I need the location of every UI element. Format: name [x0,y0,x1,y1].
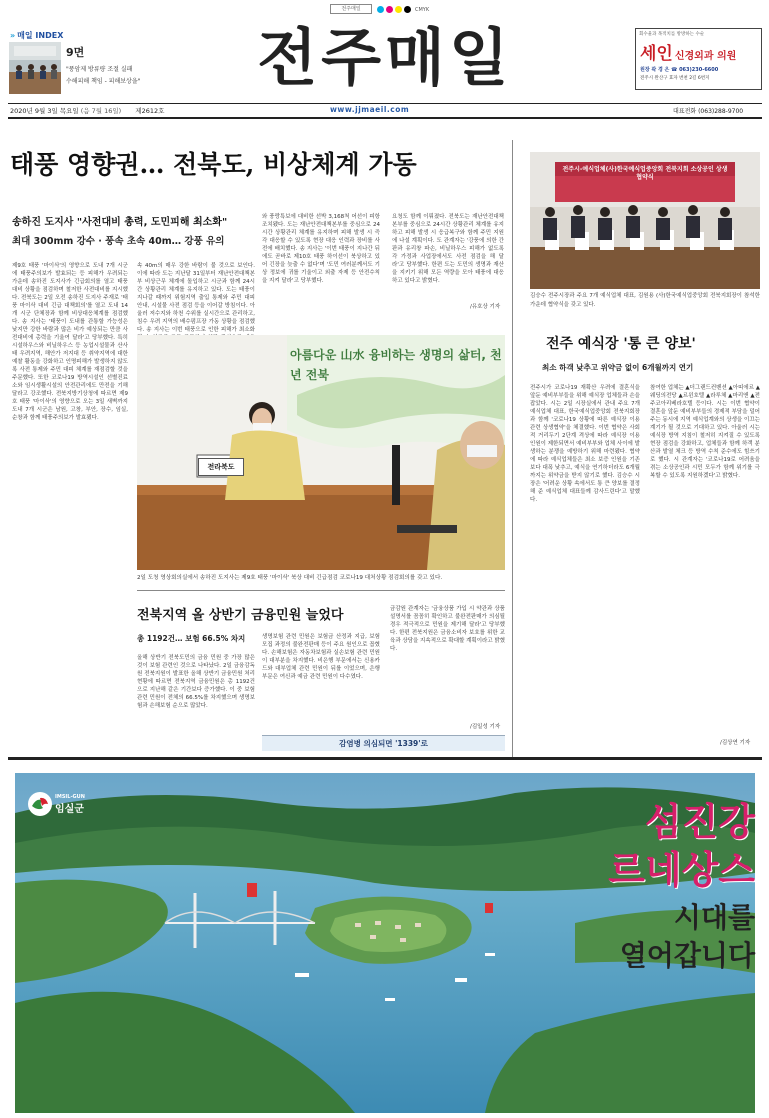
finance-col1: 올해 상반기 전북도민의 금융 민원 중 가장 많은 것이 보험 관련인 것으로 나타났다. 2일 금융감독원 전북지원이 발표한 올해 상반기 금융민원 처리 현황에 따르면 전북지역 금융민원은 총 1192건으로 지난해 같은 기간보다 증가했다. 이 중 보험 관련 민원이 전체의 66.5%를 차지했으며 생명보험과 손해보험 순으로 많았다. [137,655,255,709]
lead-photo-banner: 아름다운 山水 융비하는 생명의 삶터, 천년 전북 [290,348,502,382]
ad-top-address: 전주시 완산구 효자 번천 2길 6번지 [640,76,710,81]
side-col2: 참여한 업체는 ▲더그랜드컨벤션 ▲아띠에르 ▲웨딩의전당 ▲르윈호텔 ▲라루체 ▲마리앤 ▲전주코아리베라호텔 등이다. 시는 이번 협약이 결혼을 앞둔 예비부부들의 경제적 부담을 덜어주는 동시에 지역 예식업계와의 상생을 이끄는 계기가 될 것으로 기대하고 있다. 아울러 시는 예식장 방역 지침이 철저히 지켜질 수 있도록 현장 점검을 강화하고, 업체들과 함께 하객 분산과 발열 체크 등 방역 수칙 준수에도 힘쓰기로 했다. 시 관계자는 '코로나19로 어려움을 겪는 소상공인과 시민 모두가 함께 위기를 극복할 수 있도록 지원하겠다'고 밝혔다. [650,385,761,479]
index-title: » 매일 INDEX [10,31,64,40]
finance-col2: 생명보험 관련 민원은 보험금 산정과 지급, 보험 모집 과정의 불완전판매 등이 주요 원인으로 꼽혔다. 손해보험은 자동차보험과 실손보험 관련 민원이 대부분을 차지했다. 비은행 부문에서는 신용카드와 대부업체 관련 민원이 뒤를 이었으며, 은행 부문은 여신과 예금 관련 민원이 다수였다. [262,634,380,680]
lead-nameplate: 전라북도 [198,458,244,476]
notice-bar [262,735,505,751]
side-headline: 전주 예식장 '통 큰 양보' [546,336,696,352]
index-line2: 수해피해 책임 - 피해보상을" [66,78,141,85]
side-sub: 최소 하객 낮추고 위약금 없이 6개월까지 연기 [542,363,694,372]
side-col1: 전주시가 코로나19 재확산 우려에 결혼식을 앞둔 예비부부들을 위해 예식장 업체들과 손을 잡았다. 시는 2일 시장실에서 관내 주요 7개 예식업체 대표, 한국예식업중앙회 전북지회장과 함께 '코로나19 상황에 따른 예식장 이용 관련 상생협약'을 체결했다. 이번 협약은 사회적 거리두기 2단계 격상에 따라 예식장 이용 인원이 제한되면서 예비부부와 업체 사이에 발생하는 분쟁을 예방하기 위해 마련됐다. 협약에 따라 예식업체들은 최소 보증 인원을 기존보다 대폭 낮추고, 예식을 연기하더라도 6개월까지는 위약금을 받지 않기로 했다. 김승수 시장은 '어려운 상황 속에서도 통 큰 양보를 결정해 준 예식업체 대표들께 감사드린다'고 말했다. [530,385,640,503]
lead-sub1: 송하진 도지사 "사전대비 총력, 도민피해 최소화" [12,217,228,228]
lead-byline: /유호상 기자 [470,304,501,310]
dateline-phone: 대표전화 (063)288-9700 [673,108,744,115]
lead-headline: 태풍 영향권… 전북도, 비상체계 가동 [10,150,417,179]
cmyk-marks [377,5,439,14]
dateline-date: 2020년 9월 3일 목요일 (음 7월 16일) 제2612호 [10,107,165,115]
masthead-url[interactable]: www.jjmaeil.com [330,105,410,114]
ad-top[interactable] [635,28,762,90]
side-byline: /김상연 기자 [720,740,751,746]
finance-headline: 전북지역 올 상반기 금융민원 늘었다 [137,608,344,623]
index-line1: "풍암제 방류량 조절 실패 [66,66,133,73]
index-page[interactable]: 9면 [66,46,85,59]
index-photo [9,42,61,94]
side-caption: 김승수 전주시장과 주요 7개 예식업체 대표, 김원용 (사)한국예식업중앙회 전북지회장이 참석한 가운데 협약식을 갖고 있다. [530,293,760,308]
ad-bottom-logo-en: IMSIL-GUN [55,793,85,800]
lead-col4: 요청도 함께 이뤄졌다. 전북도는 재난안전대책본부를 중심으로 24시간 상황관리 체계를 유지하고 피해 발생 시 응급복구와 함께 주민 지원에 나설 계획이다. 도 관계자는 '강풍에 의한 간판과 유리창 파손, 비닐하우스 피해가 없도록 각 가정과 사업장에서도 사전 점검을 해 달라'고 당부했다. 한편 도는 도민의 생명과 재산을 지키기 위해 모든 역량을 모아 태풍에 대응하고 있다고 밝혔다. [392,214,504,284]
lead-col3: 와 풍랑특보에 대비한 선박 3,168척 어선이 피항 조치됐다. 도는 재난안전대책본부를 중심으로 24시간 상황관리 체계를 유지하며 피해 발생 시 즉각 대응할 수 있도록 현장 대응 인력과 장비를 사전에 배치했다. 송 지사는 '이번 태풍이 지나간 뒤에도 곧바로 제10호 태풍 하이선이 북상하고 있어 긴장을 늦출 수 없다'며 '도민 여러분께서도 기상 정보에 귀를 기울이고 외출 자제 등 안전수칙을 지켜 달라'고 당부했다. [262,214,380,284]
notice-bar-text: 감염병 의심되면 '1339'로 [339,739,428,748]
lead-photo-caption: 2일 도청 영상회의실에서 송하진 도지사는 제9호 태풍 '마이삭' 북상 대비 긴급점검 코로나19 대처상황 점검회의를 갖고 있다. [137,575,443,581]
cmyk-label: CMYK [415,6,430,13]
ad-top-sub: 신경외과 의원 [674,51,737,62]
side-photo-banner: 전주시-예식업체(사)한국예식업중앙회 전북지회 소상공인 상생 협약식 [562,166,728,181]
imsil-logo-icon [28,792,52,816]
lead-sub2: 최대 300mm 강수 · 풍속 초속 40m… 강풍 유의 [12,236,225,247]
ad-bottom-line4: 열어갑니다 [619,939,755,972]
ad-top-contact: 원장 곽 경 은 ☎ 063)230-6600 [640,67,719,73]
ad-bottom-line3: 시대를 [673,901,755,934]
finance-byline: /김일성 기자 [470,724,501,730]
finance-sub: 총 1192건… 보험 66.5% 차지 [137,634,246,643]
ad-bottom-logo [28,792,85,816]
ad-bottom-line2: 르네상스 [608,847,755,892]
ad-bottom-logo-ko: 임실군 [55,803,84,815]
finance-col3: 금감원 관계자는 '금융상품 가입 시 약관과 상품설명서를 꼼꼼히 확인하고 불완전판매가 의심될 경우 적극적으로 민원을 제기해 달라'고 당부했다. 한편 전북지원은 금융소비자 보호를 위한 교육과 상담을 지속적으로 확대할 계획이라고 밝혔다. [390,606,506,652]
lead-col2: 속 40m의 매우 강한 바람이 불 것으로 보인다. 이에 따라 도는 지난달 31일부터 재난안전대책본부 비상근무 체계에 돌입하고 시군과 함께 24시간 상황관리 체계를 유지하고 있다. 도는 태풍이 지나갈 때까지 위험지역 출입 통제와 주민 대피 안내, 시설물 사전 점검 등을 이어갈 방침이다. 아울러 저수지와 하천 수위를 실시간으로 관리하고, 침수 우려 지역의 배수펌프장 가동 상황을 점검했다. 송 지사는 이번 태풍으로 인한 피해가 최소화 [137,263,255,333]
masthead-title: 전주매일 [257,21,513,94]
top-stamp: 전주매일 [330,4,372,14]
ad-top-name: 세인 [640,44,673,64]
ad-bottom-line1: 섬진강 [644,799,755,844]
double-chevron-icon: » [10,31,16,40]
ad-top-tagline: 회수율과 목적치를 방방하는 수술 [639,32,705,37]
lead-col1: 제9호 태풍 '마이삭'의 영향으로 도내 7개 시군에 태풍주의보가 발효되는 등 피해가 우려되는 가운데 송하진 도지사가 긴급회의를 열고 태풍 대비 상황을 점검하며 철저한 사전대비를 지시했다. 전북도는 2일 오전 송하진 도지사 주재로 '태풍 마이삭 대비 긴급 대책회의'를 열고 도내 14개 시군 단체장과 함께 비상대응체계를 점검했다. 송 지사는 '태풍이 도내를 관통할 가능성은 낮지만 강한 바람과 많은 비가 예상되는 만큼 사전대비에 총력을 기울여 달라'고 당부했다. 특히 시설하우스와 비닐하우스 등 농업시설물과 산사태 우려지역, 해안가 저지대 등 취약지역에 대한 예찰 활동을 강화하고 인명피해가 발생하지 않도록 사전 통제와 주민 대피 체계를 재점검할 것을 주문했다. 또한 코로나19 방역시설인 선별진료소와 임시생활시설의 안전관리에도 만전을 기해 달라고 강조했다. 전북지방기상청에 따르면 제9호 태풍 '마이삭'의 영향으로 오는 3일 새벽까지 도내 7개 시군은 남원, 고창, 부안, 장수, 임실, 순창과 함께 태풍주의보가 발효됐다. [12,263,128,421]
